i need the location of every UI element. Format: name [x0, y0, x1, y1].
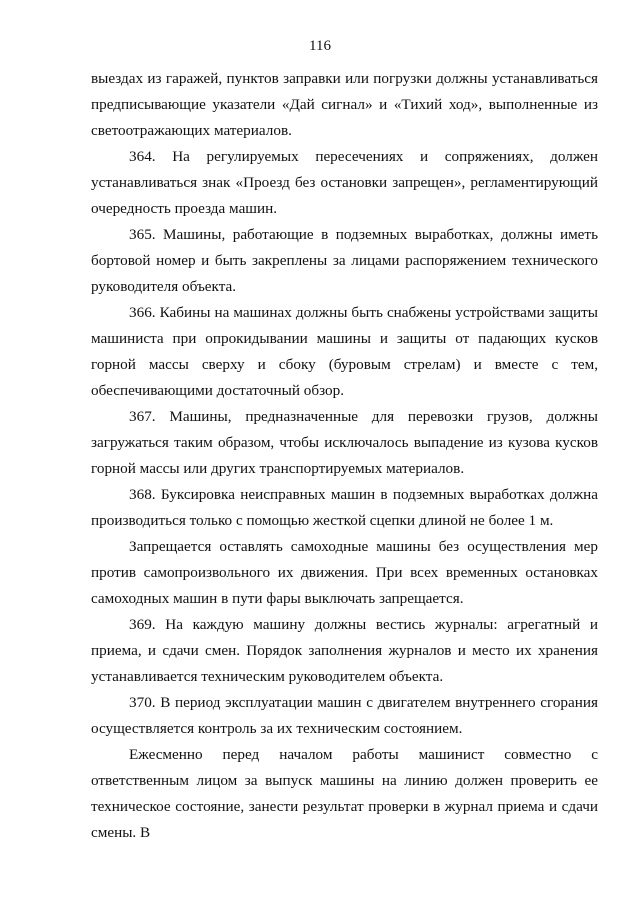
- paragraph-366: 366. Кабины на машинах должны быть снабжены устройствами защиты машиниста при опрокидывании машины и защиты от падающих кусков горной массы сверху и сбоку (буровым стрелам) и вместе с тем, обеспечивающими достаточный обзор.: [91, 304, 598, 399]
- paragraph-367: 367. Машины, предназначенные для перевозки грузов, должны загружаться таким образом, чтобы исключалось выпадение из кузова кусков горной массы или других транспортируемых материалов.: [91, 408, 598, 477]
- paragraph-364: 364. На регулируемых пересечениях и сопряжениях, должен устанавливаться знак «Проезд без остановки запрещен», регламентирующий очередность проезда машин.: [91, 148, 598, 217]
- paragraph-368-prohibition: Запрещается оставлять самоходные машины без осуществления мер против самопроизвольного их движения. При всех временных остановках самоходных машин в пути фары выключать запрещается.: [91, 538, 598, 607]
- paragraph-370: 370. В период эксплуатации машин с двигателем внутреннего сгорания осуществляется контроль за их техническим состоянием.: [91, 694, 598, 737]
- page-number: 116: [309, 38, 331, 54]
- document-body: [91, 66, 598, 846]
- paragraph-368: 368. Буксировка неисправных машин в подземных выработках должна производиться только с помощью жесткой сцепки длиной не более 1 м.: [91, 486, 598, 529]
- paragraph-365: 365. Машины, работающие в подземных выработках, должны иметь бортовой номер и быть закреплены за лицами распоряжением технического руководителя объекта.: [91, 226, 598, 295]
- paragraph-369: 369. На каждую машину должны вестись журналы: агрегатный и приема, и сдачи смен. Порядок заполнения журналов и место их хранения устанавливается техническим руководителем объекта.: [91, 616, 598, 685]
- paragraph-continuation: выездах из гаражей, пунктов заправки или погрузки должны устанавливаться предписывающие указатели «Дай сигнал» и «Тихий ход», выполненные из светоотражающих материалов.: [91, 70, 598, 139]
- paragraph-370-daily-check: Ежесменно перед началом работы машинист совместно с ответственным лицом за выпуск машины на линию должен проверить ее техническое состояние, занести результат проверки в журнал приема и сдачи смены. В: [91, 746, 598, 841]
